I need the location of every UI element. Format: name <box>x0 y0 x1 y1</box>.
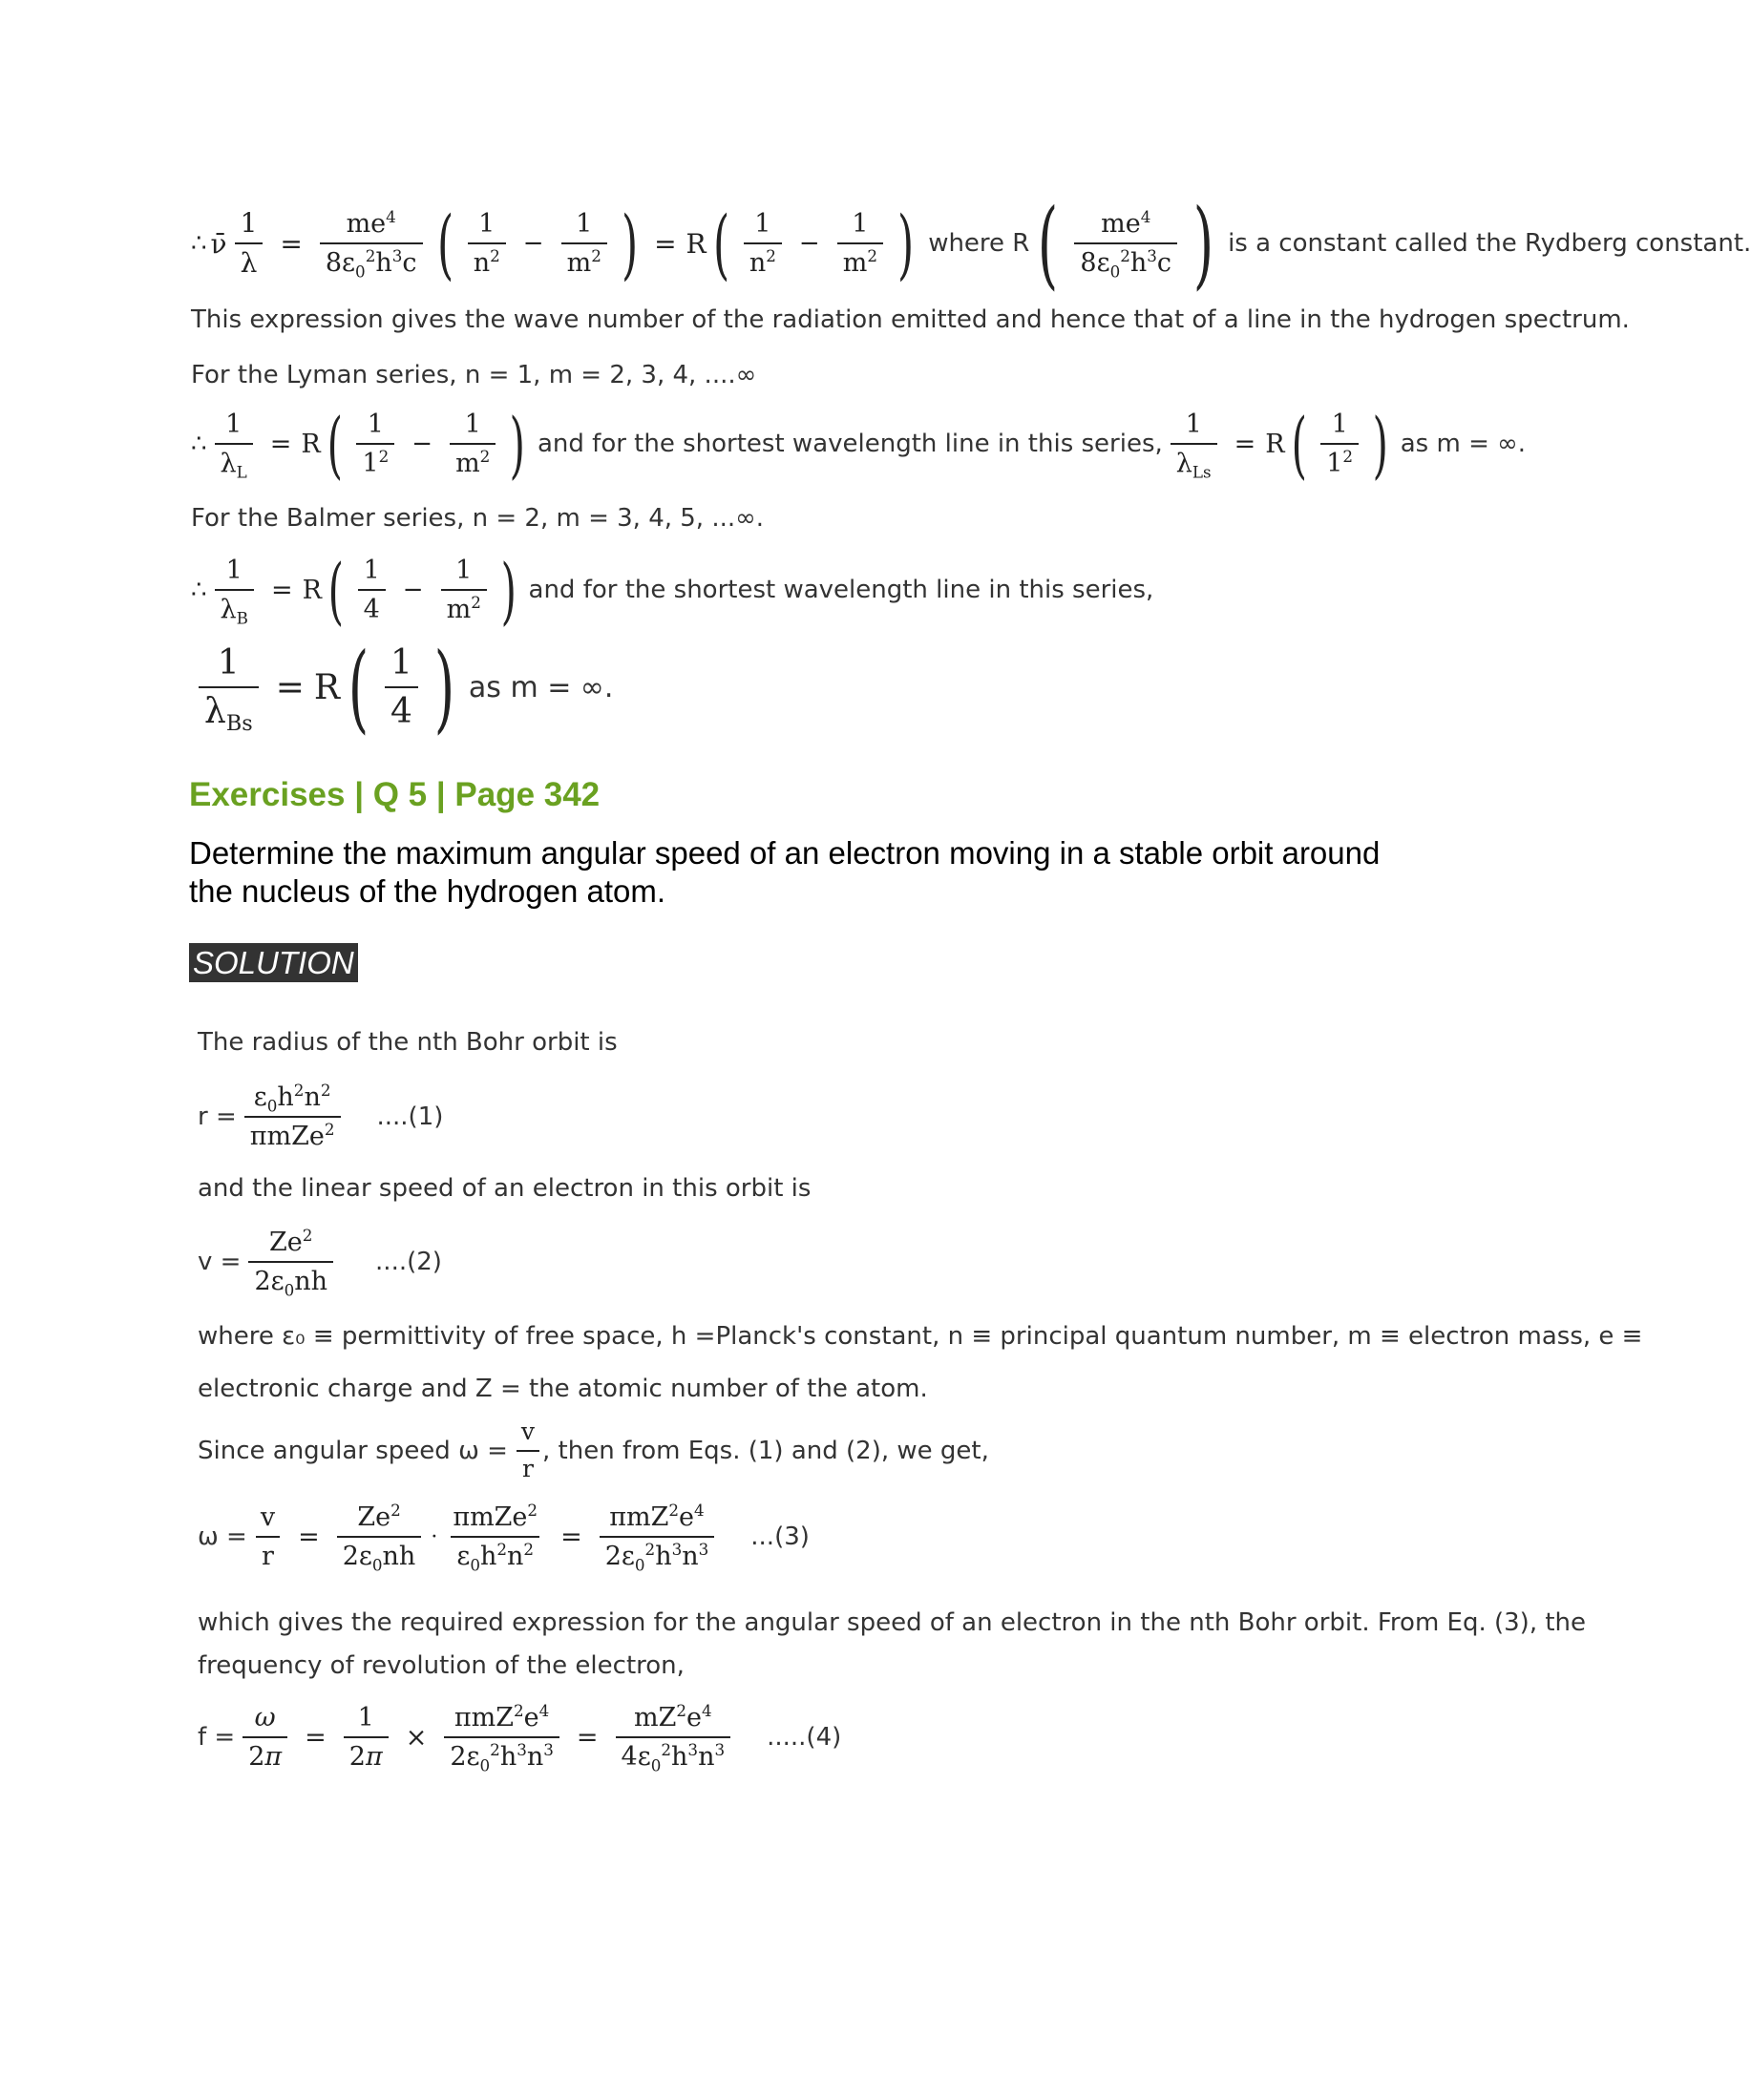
rydberg-constant-fraction: $\frac{me^4}{8\varepsilon_0^2h^3c}$ <box>1074 209 1177 278</box>
fraction-me4-over-const: $\frac{me^4}{8\varepsilon_0^2h^3c}$ <box>320 209 423 278</box>
eq2-tag: ....(2) <box>375 1248 442 1276</box>
gives-text-cont: frequency of revolution of the electron, <box>198 1651 685 1680</box>
wavenumber-symbol: ν̄ <box>210 227 227 260</box>
eq4-tag: .....(4) <box>767 1723 842 1752</box>
balmer-shortest-text: and for the shortest wavelength line in this series, <box>528 576 1154 604</box>
balmer-shortest-equation: $\frac{1}{\lambda_{Bs}}$ = R ( $\frac{1}{4}$ ) as m = ∞. <box>191 640 613 735</box>
where-definitions: where ε₀ ≡ permittivity of free space, h =Planck's constant, n ≡ principal quantum number, m ≡ electron mass, e ≡ <box>198 1322 1643 1351</box>
radius-equation: r = $\frac{\varepsilon_0h^2n^2}{\pi mZe^2}$ ....(1) <box>198 1080 444 1151</box>
rydberg-equation: ∴ ν̄ $\frac{1}{\lambda}$ = $\frac{me^4}{8\varepsilon_0^2h^3c}$ ( $\frac{1}{n^2}$ − $\frac{1}{m^2}$ ) = R ( $\frac{1}{n^2}$ − $\frac{1}{m^2}$ ) where R ( $\frac{me^4}{8\varepsilon_0^2h^3c}$ ) is a constant called the Rydberg constant. <box>191 187 1751 300</box>
question-text: Determine the maximum angular speed of an electron moving in a stable orbit around the nucleus of the hydrogen atom. <box>189 835 1381 909</box>
radius-intro: The radius of the nth Bohr orbit is <box>198 1028 618 1057</box>
lyman-shortest-text: and for the shortest wavelength line in this series, <box>537 430 1163 458</box>
frequency-equation: f = $\frac{\omega}{2\pi}$ = $\frac{1}{2\pi}$ × $\frac{\pi mZ^2e^4}{2\varepsilon_0^2h^3n^3}$ = $\frac{mZ^2e^4}{4\varepsilon_0^2h^3n^3}$ .....(4) <box>198 1700 842 1775</box>
solution-badge: SOLUTION <box>189 945 358 981</box>
lyman-equation: ∴ $\frac{1}{\lambda_L}$ = R ( $\frac{1}{1^2}$ − $\frac{1}{m^2}$ ) and for the shortest wavelength line in this series, $\frac{1}{\lambda_{Ls}}$ = R ( $\frac{1}{1^2}$ ) as m = ∞. <box>191 401 1527 487</box>
eq1-tag: ....(1) <box>376 1102 444 1131</box>
wave-number-paragraph: This expression gives the wave number of the radiation emitted and hence that of a line in the hydrogen spectrum. <box>191 305 1630 334</box>
balmer-intro: For the Balmer series, n = 2, m = 3, 4, 5, ...∞. <box>191 504 765 533</box>
fraction-one-over-lambda: $\frac{1}{\lambda}$ <box>235 208 264 279</box>
where-r-label: where R <box>928 229 1030 258</box>
speed-equation: v = $\frac{Ze^2}{2\varepsilon_0nh}$ ....(2) <box>198 1225 442 1300</box>
fraction-1-over-m2: $\frac{1}{m^2}$ <box>561 209 607 278</box>
eq3-tag: ...(3) <box>750 1522 810 1551</box>
gives-text: which gives the required expression for the angular speed of an electron in the nth Bohr orbit. From Eq. (3), the <box>198 1608 1587 1637</box>
therefore-symbol: ∴ <box>191 229 207 258</box>
exercise-heading: Exercises | Q 5 | Page 342 <box>189 776 601 813</box>
omega-equation: ω = $\frac{v}{r}$ = $\frac{Ze^2}{2\varepsilon_0nh}$ · $\frac{\pi mZe^2}{\varepsilon_0h^2n^2}$ = $\frac{\pi mZ^2e^4}{2\varepsilon_0^2h^3n^3}$ ...(3) <box>198 1500 810 1575</box>
speed-intro: and the linear speed of an electron in this orbit is <box>198 1174 812 1203</box>
fraction-1-over-n2: $\frac{1}{n^2}$ <box>468 209 506 278</box>
rydberg-constant-text: is a constant called the Rydberg constant. <box>1228 229 1751 258</box>
angular-speed-definition: Since angular speed ω = $\frac{v}{r}$ , then from Eqs. (1) and (2), we get, <box>198 1418 989 1482</box>
balmer-equation: ∴ $\frac{1}{\lambda_B}$ = R ( $\frac{1}{4}$ − $\frac{1}{m^2}$ ) and for the shortest wavelength line in this series, <box>191 547 1154 633</box>
lyman-intro: For the Lyman series, n = 1, m = 2, 3, 4, ....∞ <box>191 361 757 389</box>
where-definitions-cont: electronic charge and Z = the atomic number of the atom. <box>198 1375 928 1403</box>
